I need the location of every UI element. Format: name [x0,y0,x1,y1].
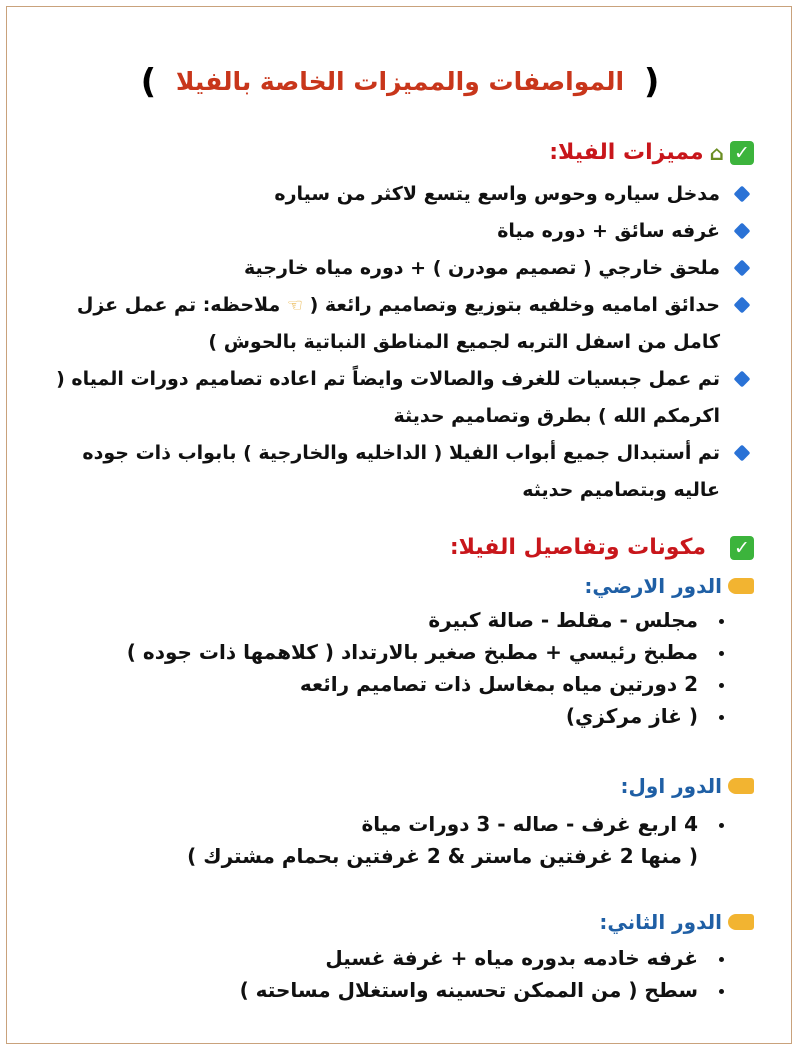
feature-text: غرفه سائق + دوره مياة [497,220,720,242]
backhand-index-pointing-left-icon [728,578,754,594]
blue-diamond-icon [734,260,751,277]
floor-ground-label [584,574,754,598]
document-title [0,62,800,102]
feature-text: ملحق خارجي ( تصميم مودرن ) + دوره مياه خارجية [244,257,720,279]
floor-label-text: الدور الارضي: [584,574,722,598]
floor-item: 4 اربع غرف - صاله - 3 دورات مياة [68,808,728,840]
floor-label-text: الدور الثاني: [599,910,722,934]
title-close-paren: ) [140,62,157,102]
blue-diamond-icon [734,445,751,462]
feature-item [54,287,754,361]
feature-text-note: ملاحظه: تم عمل عزل كامل من اسفل التربه لجميع المناطق النباتية بالحوش ) [76,294,720,353]
blue-diamond-icon [734,186,751,203]
components-heading [450,535,754,560]
title-open-paren: ( [643,62,660,102]
floor-item: 2 دورتين مياه بمغاسل ذات تصاميم رائعه [68,668,728,700]
components-heading-text: مكونات وتفاصيل الفيلا: [449,535,706,560]
features-heading [549,140,754,165]
house-with-garden-icon: ⌂ [709,140,724,165]
title-text: المواصفات والمميزات الخاصة بالفيلا [175,67,625,96]
floor-item: ( غاز مركزي) [68,700,728,732]
features-list [54,176,754,509]
backhand-index-pointing-left-icon [728,778,754,794]
blue-diamond-icon [734,371,751,388]
floor-label-text: الدور اول: [620,774,722,798]
blue-diamond-icon [734,297,751,314]
floor-item: ( منها 2 غرفتين ماستر & 2 غرفتين بحمام مشترك ) [187,844,698,868]
feature-text: مدخل سياره وحوس واسع يتسع لاكثر من سياره [274,183,720,205]
feature-item [54,213,754,250]
feature-text: تم أستبدال جميع أبواب الفيلا ( الداخليه والخارجية ) بابواب ذات جوده عاليه وبتصاميم حديثه [82,442,720,501]
floor-item: غرفه خادمه بدوره مياه + غرفة غسيل [68,942,728,974]
feature-item [54,176,754,213]
feature-item [54,361,754,435]
check-mark-button-icon: ✓ [730,536,754,560]
feature-text: تم عمل جبسيات للغرف والصالات وايضاً تم اعاده تصاميم دورات المياه ( اكرمكم الله ) بطرق وتصاميم حديثة [56,368,720,427]
floor-item: مجلس - مقلط - صالة كبيرة [68,604,728,636]
floor-item: مطبخ رئيسي + مطبخ صغير بالارتداد ( كلاهمها ذات جوده ) [68,636,728,668]
floor-item: سطح ( من الممكن تحسينه واستغلال مساحته ) [68,974,728,1006]
floor-ground-list [68,604,728,732]
feature-item [54,250,754,287]
feature-item [54,435,754,509]
backhand-index-pointing-left-icon [728,914,754,930]
floor-first-label [621,774,754,798]
floor-second-list [68,942,728,1006]
feature-text: حدائق اماميه وخلفيه بتوزيع وتصاميم رائعة ( [309,294,720,316]
floor-first-list [68,808,728,872]
check-mark-button-icon: ✓ [730,141,754,165]
features-heading-text: مميزات الفيلا: [549,140,704,165]
floor-second-label [599,910,754,934]
backhand-index-pointing-left-icon: ☜ [286,295,303,316]
blue-diamond-icon [734,223,751,240]
